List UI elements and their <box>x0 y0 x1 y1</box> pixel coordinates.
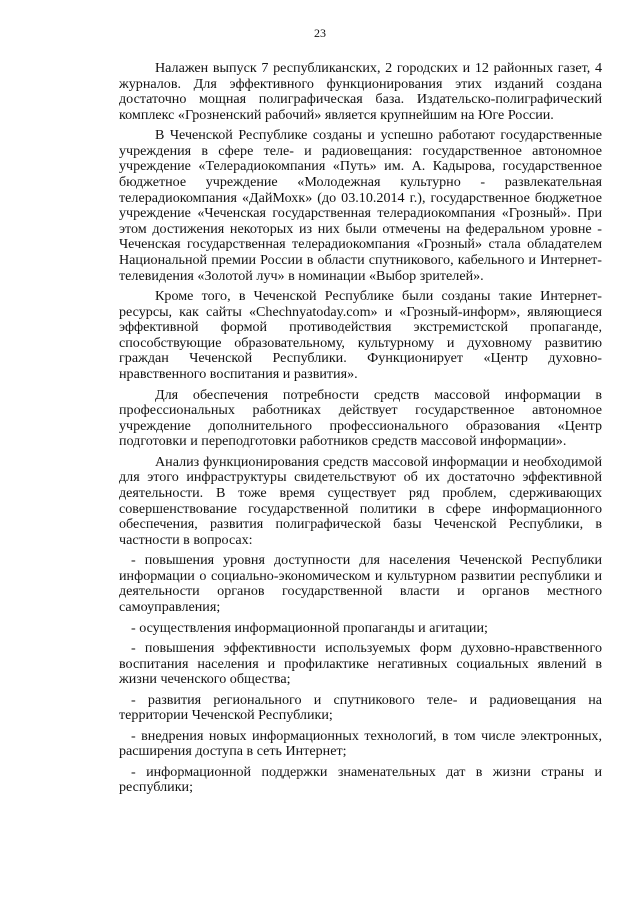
paragraph: Налажен выпуск 7 республиканских, 2 городских и 12 районных газет, 4 журналов. Для эффективного функционирования этих изданий создана достаточно мощная полиграфическая база. Издательско-полиграфический комплекс «Грозненский рабочий» является крупнейшим на Юге России. <box>119 60 602 123</box>
body-text <box>119 61 602 796</box>
list-item: - развития регионального и спутникового теле- и радиовещания на территории Чеченской Республики; <box>119 691 602 724</box>
paragraph: Кроме того, в Чеченской Республике были созданы такие Интернет-ресурсы, как сайты «Chechnyatoday.com» и «Грозный-информ», являющиеся эффективной формой противодействия экстремистской пропаганде, способствующие образовательному, культурному и духовному развитию граждан Чеченской Республики. Функционирует «Центр духовно-нравственного воспитания и развития». <box>119 288 602 383</box>
list-item: - информационной поддержки знаменательных дат в жизни страны и республики; <box>119 763 602 796</box>
paragraph: В Чеченской Республике созданы и успешно работают государственные учреждения в сфере теле- и радиовещания: государственное автономное учреждение «Телерадиокомпания «Путь» им. А. Кадырова, государственное бюджетное учреждение «Молодежная культурно - развлекательная телерадиокомпания «ДайМохк» (до 03.10.2014 г.), государственное бюджетное учреждение «Чеченская государственная телерадиокомпания «Грозный». При этом достижения некоторых из них были отмечены на федеральном уровне - Чеченская государственная телерадиокомпания «Грозный» стала обладателем Национальной премии России в области спутникового, кабельного и Интернет-телевидения «Золотой луч» в номинации «Выбор зрителей». <box>119 127 602 284</box>
list-item: - осуществления информационной пропаганды и агитации; <box>131 619 488 636</box>
list-item: - повышения эффективности используемых форм духовно-нравственного воспитания населения и профилактике негативных социальных явлений в жизни чеченского общества; <box>119 640 602 688</box>
page-number: 23 <box>314 26 326 40</box>
paragraph: Для обеспечения потребности средств массовой информации в профессиональных работниках действует государственное автономное учреждение дополнительного профессионального образования «Центр подготовки и переподготовки работников средств массовой информации». <box>119 386 602 450</box>
paragraph: Анализ функционирования средств массовой информации и необходимой для этого инфраструктуры свидетельствуют об их достаточно эффективной деятельности. В тоже время существует ряд проблем, сдерживающих совершенствование государственной политики в сфере информационного обеспечения, развития полиграфической базы Чеченской Республики, в частности в вопросах: <box>119 453 602 548</box>
list-item: - повышения уровня доступности для населения Чеченской Республики информации о социально-экономическом и культурном развитии республики и деятельности органов государственной власти и органов местного самоуправления; <box>119 552 602 616</box>
list-item: - внедрения новых информационных технологий, в том числе электронных, расширения доступа в сеть Интернет; <box>119 727 602 760</box>
